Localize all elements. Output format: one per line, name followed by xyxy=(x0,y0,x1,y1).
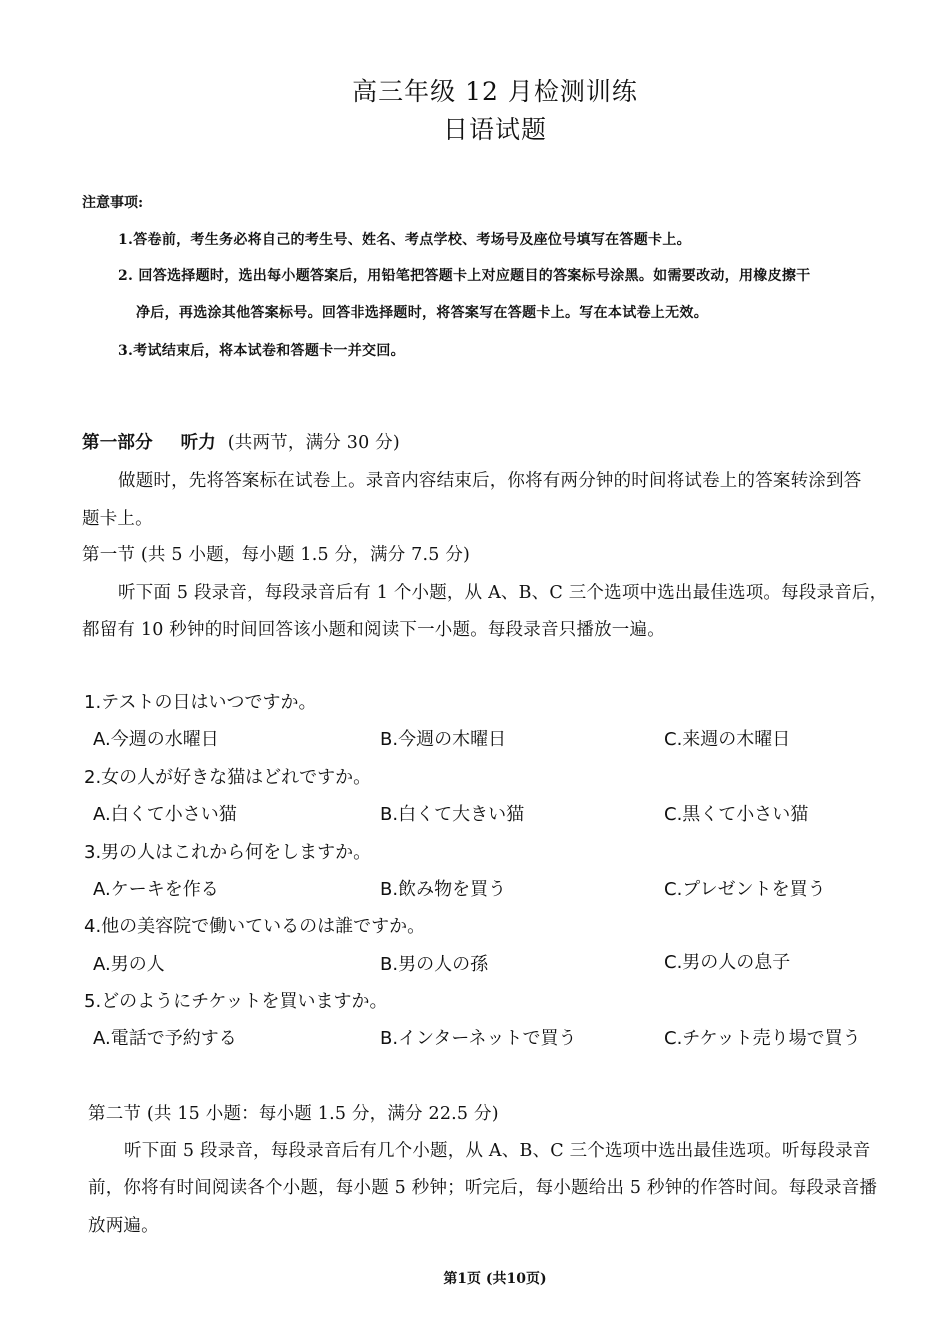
question-3-option-a: A.ケーキを作る xyxy=(93,879,219,900)
question-4-option-c: C.男の人の息子 xyxy=(664,952,791,973)
notice-item-1: 1.答卷前，考生务必将自己的考生号、姓名、考点学校、考场号及座位号填写在答题卡上。 xyxy=(118,232,691,248)
page-number: 第1页 (共10页) xyxy=(443,1271,547,1287)
question-3: 3.男の人はこれから何をしますか。 xyxy=(84,842,372,863)
question-4: 4.他の美容院で働いているのは誰ですか。 xyxy=(84,916,426,937)
notice-item-3: 3.考试结束后，将本试卷和答题卡一并交回。 xyxy=(118,343,405,359)
question-2-option-c: C.黒くて小さい猫 xyxy=(664,804,809,825)
section-2-instr-line-3: 放两遍。 xyxy=(88,1216,159,1236)
part-label: 第一部分 xyxy=(82,433,153,453)
question-4-option-a: A.男の人 xyxy=(93,954,165,975)
question-5: 5.どのようにチケットを買いますか。 xyxy=(84,991,388,1012)
section-2-instr-line-2: 前，你将有时间阅读各个小题，每小题 5 秒钟；听完后，每小题给出 5 秒钟的作答时间。每段录音播 xyxy=(88,1178,878,1198)
question-3-option-c: C.プレゼントを買う xyxy=(664,879,826,900)
exam-subtitle: 日语试题 xyxy=(442,115,547,144)
question-2: 2.女の人が好きな猫はどれですか。 xyxy=(84,767,372,788)
section-1-instr-line-2: 都留有 10 秒钟的时间回答该小题和阅读下一小题。每段录音只播放一遍。 xyxy=(82,620,665,640)
part-intro-line-1: 做题时，先将答案标在试卷上。录音内容结束后，你将有两分钟的时间将试卷上的答案转涂到答 xyxy=(118,471,862,491)
question-1-option-b: B.今週の木曜日 xyxy=(380,729,507,750)
notice-heading: 注意事项: xyxy=(82,195,144,211)
part-intro-line-2: 题卡上。 xyxy=(82,509,153,529)
part-name: 听力 xyxy=(180,433,216,453)
notice-item-2-line-1: 2. 回答选择题时，选出每小题答案后，用铅笔把答题卡上对应题目的答案标号涂黑。如需要改动，用橡皮擦干 xyxy=(118,268,811,284)
part-info: (共两节，满分 30 分) xyxy=(227,433,400,453)
question-3-option-b: B.飲み物を買う xyxy=(380,879,507,900)
question-1-option-a: A.今週の水曜日 xyxy=(93,729,219,750)
section-2-heading: 第二节 (共 15 小题：每小题 1.5 分，满分 22.5 分) xyxy=(88,1104,499,1124)
question-5-option-a: A.電話で予約する xyxy=(93,1028,237,1049)
question-2-option-b: B.白くて大きい猫 xyxy=(380,804,525,825)
question-4-option-b: B.男の人の孫 xyxy=(380,954,489,975)
question-5-option-c: C.チケット売り場で買う xyxy=(664,1028,861,1049)
section-1-instr-line-1: 听下面 5 段录音，每段录音后有 1 个小题，从 A、B、C 三个选项中选出最佳选项。每段录音后， xyxy=(118,583,888,603)
exam-title: 高三年级 12 月检测训练 xyxy=(352,77,638,106)
question-2-option-a: A.白くて小さい猫 xyxy=(93,804,237,825)
section-2-instr-line-1: 听下面 5 段录音，每段录音后有几个小题，从 A、B、C 三个选项中选出最佳选项。听每段录音 xyxy=(124,1141,871,1161)
question-1-option-c: C.来週の木曜日 xyxy=(664,729,791,750)
question-5-option-b: B.インターネットで買う xyxy=(380,1028,577,1049)
question-1: 1.テストの日はいつですか。 xyxy=(84,692,317,713)
section-1-heading: 第一节 (共 5 小题，每小题 1.5 分，满分 7.5 分) xyxy=(82,545,471,565)
notice-item-2-line-2: 净后，再选涂其他答案标号。回答非选择题时，将答案写在答题卡上。写在本试卷上无效。 xyxy=(136,305,708,321)
part-heading xyxy=(82,429,400,454)
